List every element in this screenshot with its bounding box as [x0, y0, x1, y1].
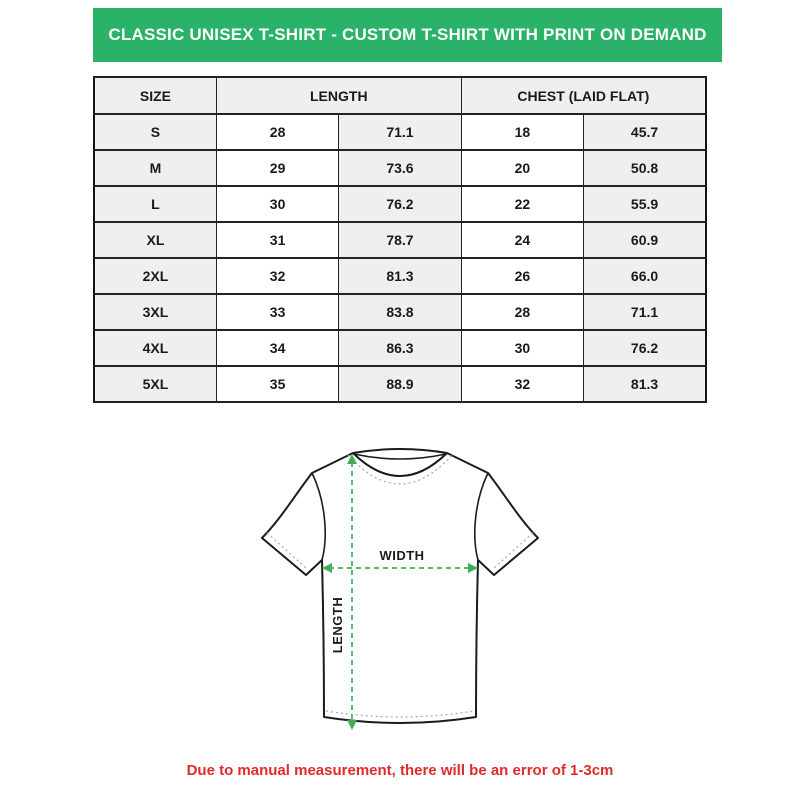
chest-in-cell: 32	[461, 366, 583, 402]
table-row	[94, 222, 706, 258]
length-in-cell: 34	[216, 330, 338, 366]
size-cell: 5XL	[94, 366, 216, 402]
chest-cm-cell: 66.0	[584, 258, 706, 294]
header-length: LENGTH	[216, 77, 461, 114]
chest-cm-cell: 76.2	[584, 330, 706, 366]
table-header-row	[94, 77, 706, 114]
chest-cm-cell: 50.8	[584, 150, 706, 186]
table-row	[94, 294, 706, 330]
tshirt-outline	[262, 449, 538, 723]
chest-cm-cell: 60.9	[584, 222, 706, 258]
length-arrowhead-bottom	[347, 720, 357, 730]
header-chest: CHEST (LAID FLAT)	[461, 77, 706, 114]
length-in-cell: 32	[216, 258, 338, 294]
table-row	[94, 330, 706, 366]
tshirt-measurement-diagram	[250, 440, 550, 750]
chest-in-cell: 20	[461, 150, 583, 186]
length-label: LENGTH	[330, 596, 345, 654]
chest-cm-cell: 45.7	[584, 114, 706, 150]
size-cell: M	[94, 150, 216, 186]
length-in-cell: 28	[216, 114, 338, 150]
chest-in-cell: 26	[461, 258, 583, 294]
chest-in-cell: 24	[461, 222, 583, 258]
page-title: CLASSIC UNISEX T-SHIRT - CUSTOM T-SHIRT WITH PRINT ON DEMAND	[108, 25, 707, 44]
table-row	[94, 186, 706, 222]
tshirt-diagram-svg	[250, 440, 550, 750]
length-cm-cell: 78.7	[339, 222, 461, 258]
table-row	[94, 150, 706, 186]
size-cell: 3XL	[94, 294, 216, 330]
chest-in-cell: 18	[461, 114, 583, 150]
length-cm-cell: 71.1	[339, 114, 461, 150]
length-in-cell: 33	[216, 294, 338, 330]
table-row	[94, 366, 706, 402]
length-in-cell: 29	[216, 150, 338, 186]
chest-cm-cell: 71.1	[584, 294, 706, 330]
chest-in-cell: 30	[461, 330, 583, 366]
length-cm-cell: 73.6	[339, 150, 461, 186]
size-cell: 2XL	[94, 258, 216, 294]
measurement-disclaimer: Due to manual measurement, there will be an error of 1-3cm	[186, 762, 614, 779]
length-cm-cell: 88.9	[339, 366, 461, 402]
size-table	[93, 76, 707, 403]
length-in-cell: 30	[216, 186, 338, 222]
length-in-cell: 31	[216, 222, 338, 258]
size-cell: 4XL	[94, 330, 216, 366]
size-cell: S	[94, 114, 216, 150]
chest-cm-cell: 81.3	[584, 366, 706, 402]
chest-in-cell: 22	[461, 186, 583, 222]
length-cm-cell: 76.2	[339, 186, 461, 222]
size-cell: XL	[94, 222, 216, 258]
length-cm-cell: 83.8	[339, 294, 461, 330]
length-in-cell: 35	[216, 366, 338, 402]
length-cm-cell: 81.3	[339, 258, 461, 294]
size-cell: L	[94, 186, 216, 222]
title-banner	[93, 8, 722, 62]
chest-cm-cell: 55.9	[584, 186, 706, 222]
header-size: SIZE	[94, 77, 216, 114]
length-cm-cell: 86.3	[339, 330, 461, 366]
table-row	[94, 258, 706, 294]
chest-in-cell: 28	[461, 294, 583, 330]
table-row	[94, 114, 706, 150]
width-label: WIDTH	[379, 548, 425, 563]
